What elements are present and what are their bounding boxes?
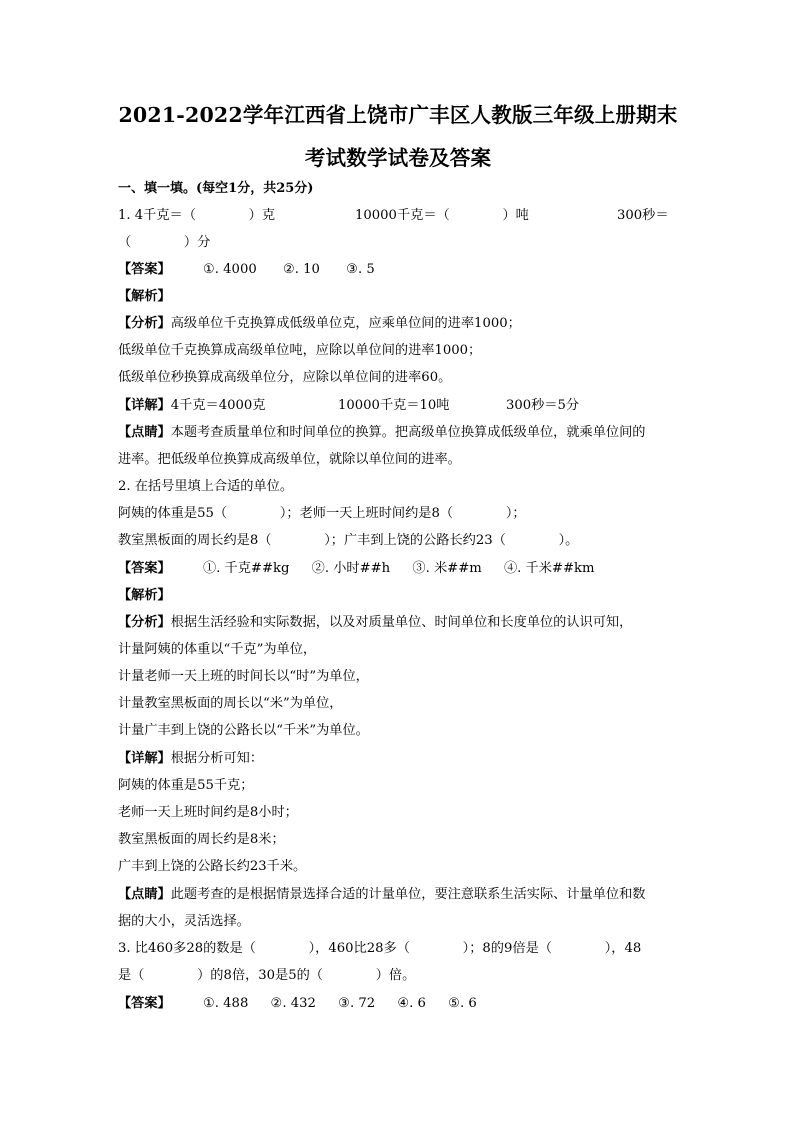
q2-analysis-tag: 【解析】 bbox=[118, 588, 171, 603]
q2-xiangjie-4: 教室黑板面的周长约是8米； bbox=[118, 832, 285, 847]
q2-fenxi-2: 计量阿姨的体重以“千克”为单位， bbox=[118, 642, 317, 657]
answer-tag: 【答案】 bbox=[118, 262, 171, 277]
q3-answer-1: ①. 488 bbox=[202, 996, 249, 1011]
q3-stem-line1: 3. 比460多28的数是（ ），460比28多（ ）；8的9倍是（ ），48 bbox=[118, 941, 642, 956]
q1-fenxi-text: 高级单位千克换算成低级单位克，应乘单位间的进率1000； bbox=[170, 316, 521, 331]
dianjing-tag: 【点睛】 bbox=[118, 887, 171, 902]
q3-answer-5: ⑤. 6 bbox=[448, 996, 477, 1011]
q1-stem-b: 10000千克＝（ ）吨 bbox=[355, 208, 529, 223]
q2-answer-3: ③. 米##m bbox=[412, 561, 482, 576]
q3-stem-line2: 是（ ）的8倍，30是5的（ ）倍。 bbox=[118, 968, 416, 983]
q1-dianjing-2: 进率。把低级单位换算成高级单位，就除以单位间的进率。 bbox=[118, 452, 461, 467]
q1-fenxi-3: 低级单位秒换算成高级单位分，应除以单位间的进率60。 bbox=[118, 370, 452, 385]
q3-answer-4: ④. 6 bbox=[397, 996, 426, 1011]
q1-fenxi bbox=[118, 315, 521, 333]
q2-fenxi-text: 根据生活经验和实际数据，以及对质量单位、时间单位和长度单位的认识可知， bbox=[170, 615, 633, 630]
q2-stem-line1: 阿姨的体重是55（ ）；老师一天上班时间约是8（ ）； bbox=[118, 506, 526, 521]
xiangjie-tag: 【详解】 bbox=[118, 751, 171, 766]
q1-answer-1: ①. 4000 bbox=[202, 262, 257, 277]
q2-fenxi bbox=[118, 614, 632, 632]
fenxi-tag: 【分析】 bbox=[118, 316, 171, 331]
q1-dianjing-text: 本题考查质量单位和时间单位的换算。把高级单位换算成低级单位，就乘单位间的 bbox=[170, 425, 646, 440]
q2-dianjing bbox=[118, 886, 646, 904]
q2-stem-line2: 教室黑板面的周长约是8（ ）；广丰到上饶的公路长约23（ ）。 bbox=[118, 533, 579, 548]
q2-fenxi-4: 计量教室黑板面的周长以“米”为单位， bbox=[118, 696, 343, 711]
q1-xiangjie-a: 4千克＝4000克 bbox=[170, 398, 266, 413]
q2-xiangjie-3: 老师一天上班时间约是8小时； bbox=[118, 805, 298, 820]
q3-answer-row bbox=[118, 995, 477, 1013]
answer-tag: 【答案】 bbox=[118, 996, 171, 1011]
q3-answer-2: ②. 432 bbox=[270, 996, 316, 1011]
document-title-line1: 2021-2022学年江西省上饶市广丰区人教版三年级上册期末 bbox=[118, 103, 678, 127]
q2-xiangjie-2: 阿姨的体重是55千克； bbox=[118, 778, 254, 793]
q1-analysis-tag: 【解析】 bbox=[118, 289, 171, 304]
q1-stem-c: 300秒＝ bbox=[617, 208, 669, 223]
q1-xiangjie-b: 10000千克＝10吨 bbox=[338, 398, 450, 413]
q2-answer-1: ①. 千克##kg bbox=[202, 561, 290, 576]
answer-tag: 【答案】 bbox=[118, 561, 171, 576]
q2-fenxi-5: 计量广丰到上饶的公路长以“千米”为单位。 bbox=[118, 723, 369, 738]
q1-xiangjie-c: 300秒＝5分 bbox=[506, 398, 580, 413]
q1-fenxi-2: 低级单位千克换算成高级单位吨，应除以单位间的进率1000； bbox=[118, 343, 482, 358]
q1-stem-a: 1. 4千克＝（ ）克 bbox=[118, 208, 276, 223]
q1-xiangjie bbox=[118, 397, 265, 415]
q1-stem-line2: （ ）分 bbox=[118, 235, 211, 250]
fenxi-tag: 【分析】 bbox=[118, 615, 171, 630]
q2-dianjing-text: 此题考查的是根据情景选择合适的计量单位，要注意联系生活实际、计量单位和数 bbox=[170, 887, 646, 902]
q2-xiangjie-text: 根据分析可知： bbox=[170, 751, 264, 766]
q2-answer-row bbox=[118, 560, 595, 578]
q2-fenxi-3: 计量老师一天上班的时间长以“时”为单位， bbox=[118, 669, 369, 684]
q1-answer-row bbox=[118, 261, 375, 279]
q1-answer-2: ②. 10 bbox=[282, 262, 320, 277]
dianjing-tag: 【点睛】 bbox=[118, 425, 171, 440]
q2-xiangjie bbox=[118, 750, 263, 768]
section-heading: 一、填一填。(每空1分，共25分) bbox=[118, 181, 314, 196]
q2-stem: 2. 在括号里填上合适的单位。 bbox=[118, 479, 294, 494]
q1-answer-3: ③. 5 bbox=[346, 262, 375, 277]
document-title-line2: 考试数学试卷及答案 bbox=[304, 146, 492, 170]
q2-answer-2: ②. 小时##h bbox=[311, 561, 391, 576]
xiangjie-tag: 【详解】 bbox=[118, 398, 171, 413]
q2-xiangjie-5: 广丰到上饶的公路长约23千米。 bbox=[118, 859, 307, 874]
q3-answer-3: ③. 72 bbox=[338, 996, 376, 1011]
q1-dianjing bbox=[118, 424, 646, 442]
q2-answer-4: ④. 千米##km bbox=[503, 561, 595, 576]
q2-dianjing-2: 据的大小，灵活选择。 bbox=[118, 914, 250, 929]
